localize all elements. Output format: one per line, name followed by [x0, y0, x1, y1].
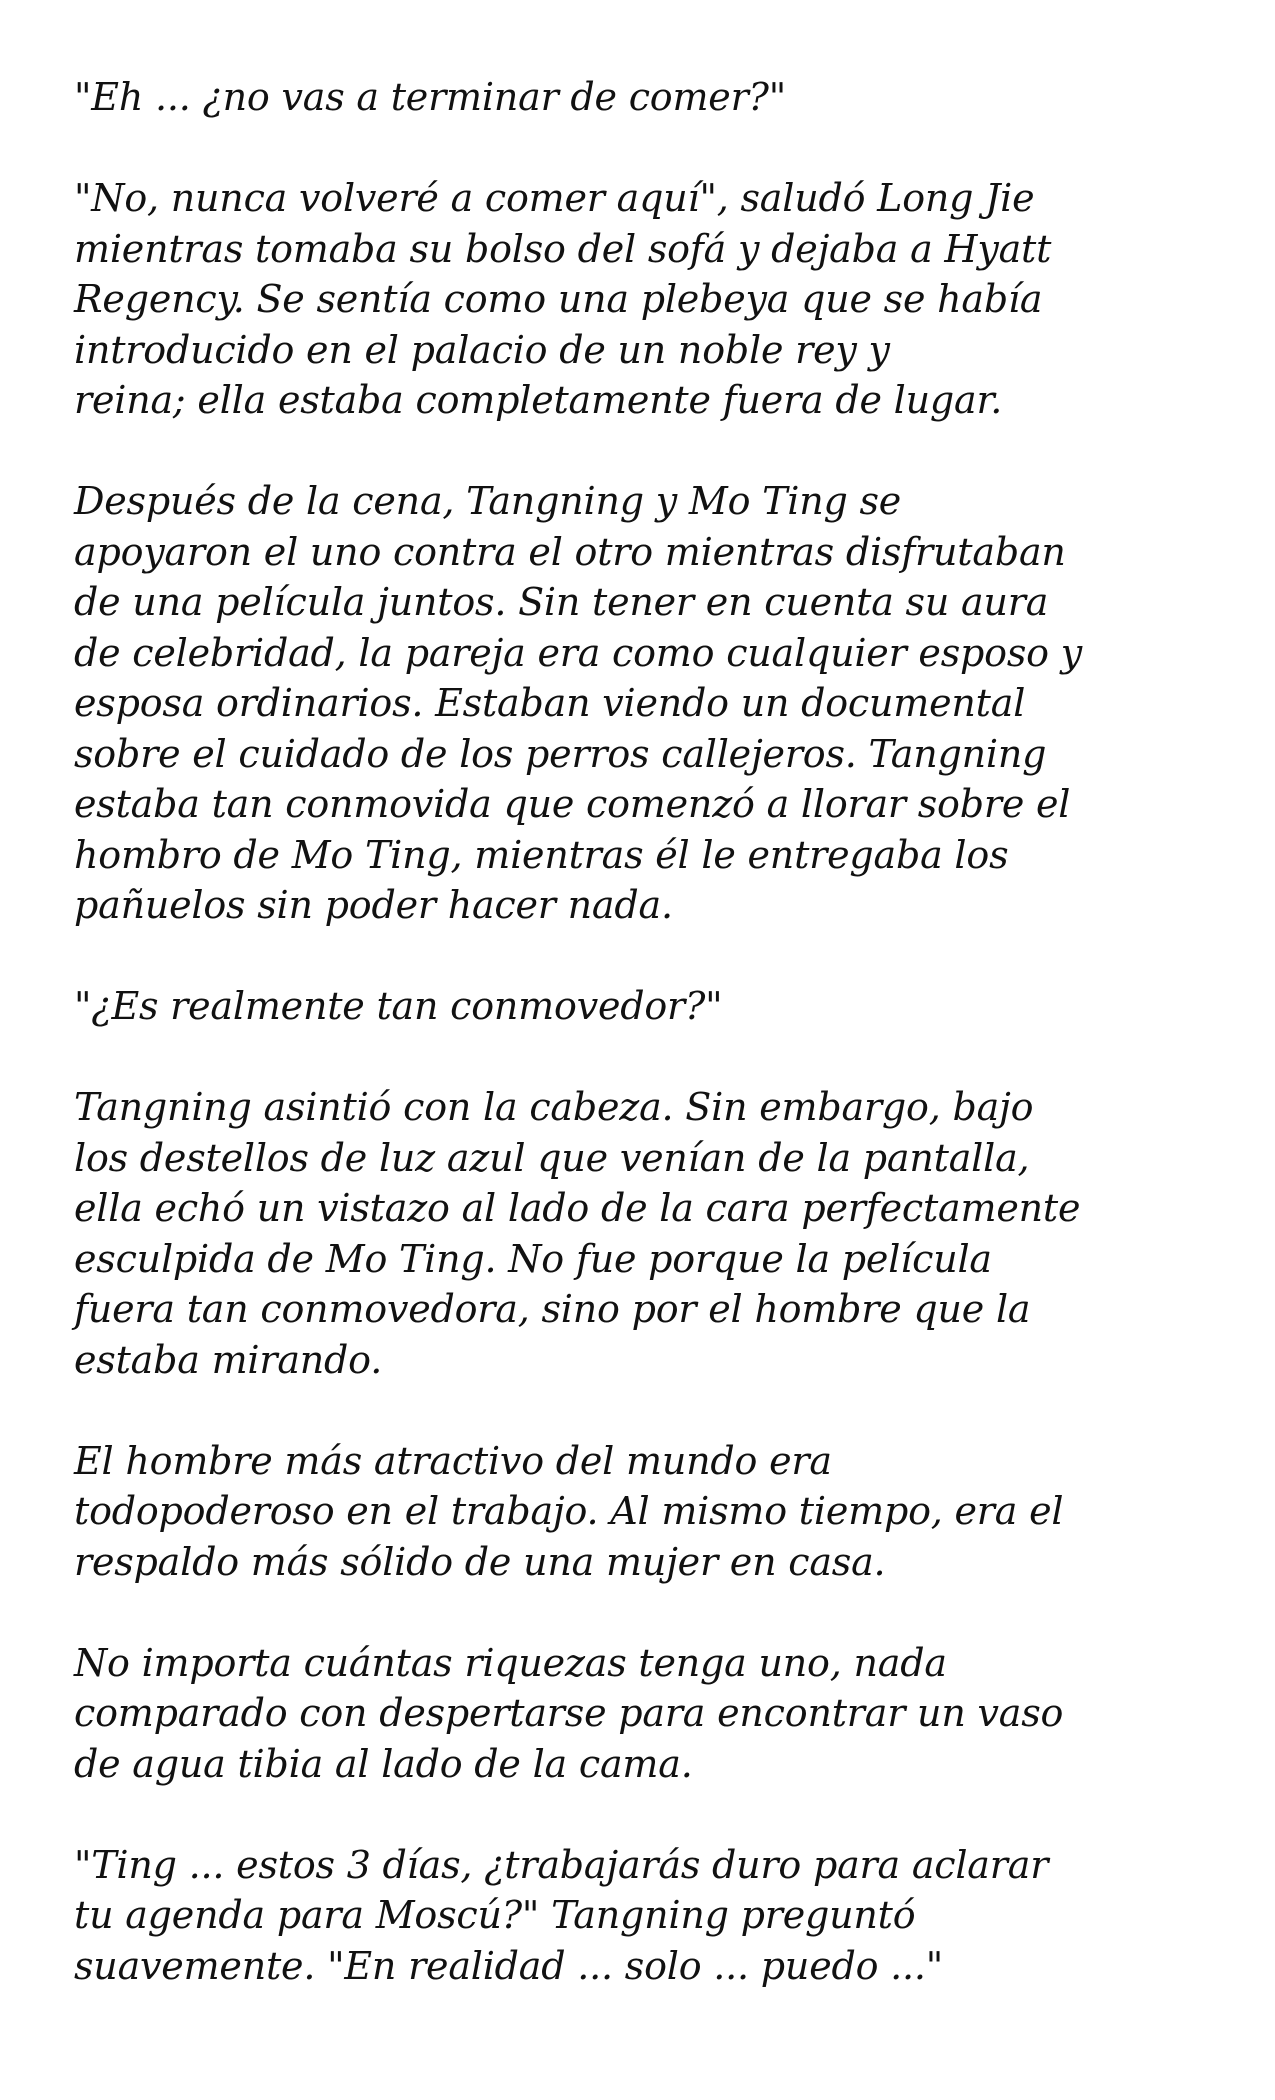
text-line: "Eh ... ¿no vas a terminar de comer?" — [74, 75, 787, 119]
text-line: "¿Es realmente tan conmovedor?" — [74, 984, 723, 1028]
text-line: estaba mirando. — [74, 1337, 383, 1382]
paragraph-2 — [74, 173, 1224, 426]
text-line: ella echó un vistazo al lado de la cara perfectamente — [74, 1186, 1081, 1230]
text-line: hombro de Mo Ting, mientras él le entregaba los — [74, 832, 1009, 877]
paragraph-1 — [74, 72, 1224, 123]
paragraph-7 — [74, 1638, 1224, 1790]
text-line: reina; ella estaba completamente fuera de lugar. — [74, 378, 1003, 422]
text-line: suavemente. "En realidad ... solo ... puedo ..." — [74, 1943, 944, 1988]
text-line: Tangning asintió con la cabeza. Sin embargo, bajo — [74, 1085, 1034, 1129]
text-line: Después de la cena, Tangning y Mo Ting se — [74, 479, 902, 523]
paragraph-8 — [74, 1840, 1224, 1992]
text-line: estaba tan conmovida que comenzó a llorar sobre el — [74, 782, 1071, 826]
text-line: No importa cuántas riquezas tenga uno, nada — [74, 1640, 947, 1685]
text-line: "No, nunca volveré a comer aquí", saludó Long Jie — [74, 176, 1035, 220]
text-line: introducido en el palacio de un noble rey y — [74, 327, 890, 372]
text-line: Regency. Se sentía como una plebeya que se había — [74, 277, 1043, 321]
text-line: tu agenda para Moscú?" Tangning preguntó — [74, 1893, 916, 1937]
text-line: todopoderoso en el trabajo. Al mismo tiempo, era el — [74, 1489, 1064, 1533]
text-line: El hombre más atractivo del mundo era — [74, 1438, 832, 1483]
paragraph-6 — [74, 1436, 1224, 1588]
text-line: de celebridad, la pareja era como cualquier esposo y — [74, 630, 1082, 675]
text-line: esculpida de Mo Ting. No fue porque la película — [74, 1236, 992, 1281]
text-line: mientras tomaba su bolso del sofá y dejaba a Hyatt — [74, 226, 1052, 271]
paragraph-5 — [74, 1082, 1224, 1385]
text-line: de agua tibia al lado de la cama. — [74, 1741, 693, 1786]
text-line: los destellos de luz azul que venían de la pantalla, — [74, 1135, 1030, 1180]
paragraph-3 — [74, 476, 1224, 931]
text-line: respaldo más sólido de una mujer en casa. — [74, 1539, 886, 1584]
text-line: sobre el cuidado de los perros callejeros. Tangning — [74, 731, 1047, 776]
text-line: pañuelos sin poder hacer nada. — [74, 883, 673, 927]
text-line: apoyaron el uno contra el otro mientras disfrutaban — [74, 529, 1066, 574]
document-page — [74, 72, 1224, 2042]
text-line: fuera tan conmovedora, sino por el hombre que la — [74, 1287, 1031, 1331]
text-line: comparado con despertarse para encontrar un vaso — [74, 1691, 1064, 1735]
text-line: de una película juntos. Sin tener en cuenta su aura — [74, 580, 1049, 624]
paragraph-4 — [74, 981, 1224, 1032]
text-line: "Ting ... estos 3 días, ¿trabajarás duro para aclarar — [74, 1842, 1049, 1887]
text-line: esposa ordinarios. Estaban viendo un documental — [74, 681, 1026, 725]
